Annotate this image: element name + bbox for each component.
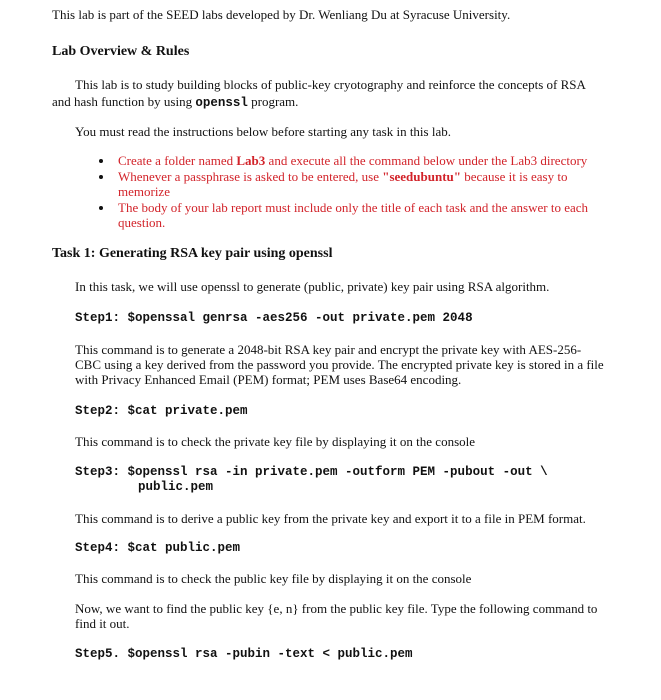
step3-command-line2: public.pem xyxy=(138,480,214,494)
find-key-line2: find it out. xyxy=(75,616,130,631)
rule-folder xyxy=(118,153,587,168)
rule-passphrase-post: because it is easy to xyxy=(460,169,568,184)
step3-desc: This command is to derive a public key from the private key and export it to a file in PEM format. xyxy=(75,511,586,526)
rule-passphrase xyxy=(118,169,567,184)
rule-report-line2: question. xyxy=(118,215,166,230)
step5-command: Step5. $openssl rsa -pubin -text < public.pem xyxy=(75,647,413,661)
step1-desc-line1: This command is to generate a 2048-bit RSA key pair and encrypt the private key with AES-256- xyxy=(75,342,582,357)
step3-command-line1: Step3: $openssl rsa -in private.pem -outform PEM -pubout -out \ xyxy=(75,465,548,479)
step4-command: Step4: $cat public.pem xyxy=(75,541,241,555)
bullet-1 xyxy=(99,159,103,163)
overview-text-post: program. xyxy=(247,94,299,109)
overview-paragraph-line2 xyxy=(52,94,298,111)
openssl-code: openssl xyxy=(195,96,248,110)
step1-desc-line3: with Privacy Enhanced Email (PEM) format; PEM uses Base64 encoding. xyxy=(75,372,462,387)
task1-heading: Task 1: Generating RSA key pair using openssl xyxy=(52,246,333,261)
overview-text-pre: and hash function by using xyxy=(52,94,196,109)
bullet-3 xyxy=(99,206,103,210)
rule-passphrase-line2: memorize xyxy=(118,184,170,199)
read-instructions-text: You must read the instructions below before starting any task in this lab. xyxy=(75,124,451,139)
task1-intro: In this task, we will use openssl to generate (public, private) key pair using RSA algorithm. xyxy=(75,279,550,294)
bullet-2 xyxy=(99,175,103,179)
find-key-line1: Now, we want to find the public key {e, n} from the public key file. Type the following command to xyxy=(75,601,598,616)
overview-heading: Lab Overview & Rules xyxy=(52,44,190,59)
overview-paragraph-line1: This lab is to study building blocks of public-key cryotography and reinforce the concepts of RSA xyxy=(75,77,586,92)
step2-command: Step2: $cat private.pem xyxy=(75,404,248,418)
step4-desc: This command is to check the public key file by displaying it on the console xyxy=(75,571,472,586)
step1-command: Step1: $openssal genrsa -aes256 -out private.pem 2048 xyxy=(75,311,473,325)
rule-folder-post: and execute all the command below under the Lab3 directory xyxy=(265,153,588,168)
rule-passphrase-bold: "seedubuntu" xyxy=(382,169,461,184)
rule-report-line1: The body of your lab report must include only the title of each task and the answer to each xyxy=(118,200,589,215)
intro-text: This lab is part of the SEED labs developed by Dr. Wenliang Du at Syracuse University. xyxy=(52,7,511,22)
step2-desc: This command is to check the private key file by displaying it on the console xyxy=(75,434,476,449)
rule-folder-bold: Lab3 xyxy=(236,153,266,168)
rule-passphrase-pre: Whenever a passphrase is asked to be entered, use xyxy=(118,169,383,184)
rule-folder-pre: Create a folder named xyxy=(118,153,237,168)
step1-desc-line2: CBC using a key derived from the password you provide. The encrypted private key is stored in a file xyxy=(75,357,604,372)
